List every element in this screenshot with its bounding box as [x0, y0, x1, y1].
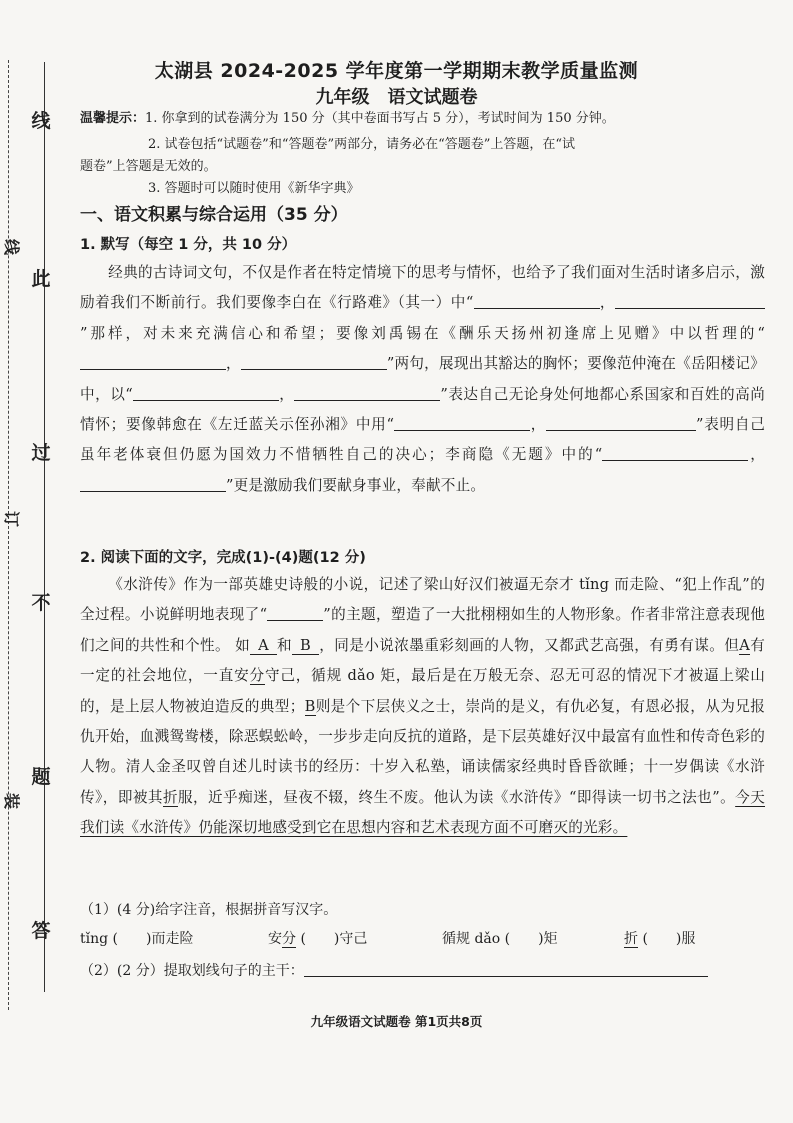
margin-char-bu: 不: [31, 592, 51, 614]
margin-char-ti: 题: [31, 766, 51, 788]
q1-text-8: ，: [530, 416, 547, 434]
margin-char-da: 答: [31, 920, 51, 942]
q2-title: 2. 阅读下面的文字，完成(1)-(4)题(12 分): [80, 550, 366, 566]
exam-title: 太湖县 2024-2025 学年度第一学期期末教学质量监测: [154, 60, 639, 82]
margin-outer-ding: 订: [2, 510, 21, 527]
q1-text-11: ”更是激励我们要献身事业，奉献不止。: [226, 476, 486, 494]
trunk-answer-line[interactable]: [304, 962, 708, 977]
answer-blank[interactable]: [133, 382, 279, 401]
pinyin-item-2c: ( )守己: [296, 931, 368, 947]
q2-paragraph: [80, 570, 765, 844]
q2-text-8: 服，近乎痴迷，昼夜不辍，终生不废。他认为读《水浒传》“即得读一切书之法也”。: [177, 788, 736, 806]
binding-dashed-line: [8, 60, 9, 1010]
answer-blank[interactable]: [474, 290, 600, 309]
underlined-sentence: 今天我们读《水浒传》仍能深切地感受到它在思想内容和艺术表现方面不可磨灭的光彩。: [80, 788, 766, 837]
notice-line-3: 题卷”上答题是无效的。: [80, 159, 217, 174]
theme-blank[interactable]: [267, 602, 323, 621]
answer-blank[interactable]: [546, 412, 696, 431]
pinyin-item-2a: 安: [268, 931, 282, 947]
q2-text-3: 和: [276, 636, 293, 654]
notice-line-1: [80, 108, 760, 130]
q1-text-9: ”表明自己虽年老体衰但仍愿为国效力不惜牺牲自己的决心；李商隐《无题》中的“: [80, 416, 765, 464]
q2-text-1: 《水浒传》作为一部英雄史诗般的小说，记述了梁山好汉们被逼无奈才 tǐng 而走险、“犯上作乱”的全过程。小说鲜明地表现了“: [80, 576, 765, 624]
margin-char-guo: 过: [31, 442, 51, 464]
pinyin-item-4a: 折: [624, 931, 638, 947]
q1-text-5: ”两句，展现出其豁达的胸怀；要像范仲淹在《岳阳楼记》中，以“: [80, 355, 766, 403]
blank-b: B: [292, 637, 319, 655]
answer-blank[interactable]: [80, 351, 226, 370]
char-fen: 分: [249, 667, 265, 685]
q2-sub2: [80, 960, 708, 980]
pinyin-item-2b: 分: [282, 931, 296, 947]
pinyin-item-4b: ( )服: [638, 931, 696, 947]
page-footer: 九年级语文试题卷 第1页共8页: [310, 1014, 483, 1029]
notice-label: 温馨提示：: [80, 111, 146, 126]
q2-text-4: ，同是小说浓墨重彩刻画的人物，又都武艺高强，有勇有谋。但: [318, 636, 740, 654]
answer-blank[interactable]: [394, 412, 530, 431]
blank-a-ref: A: [739, 636, 750, 654]
q1-text-3: ”那样，对未来充满信心和希望；要像刘禹锡在《酬乐天扬州初逢席上见赠》中以哲理的“: [80, 324, 765, 342]
blank-a: A: [250, 637, 277, 655]
answer-blank[interactable]: [615, 290, 765, 309]
margin-char-ci: 此: [31, 268, 51, 290]
notice-item-1: 1. 你拿到的试卷满分为 150 分（其中卷面书写占 5 分），考试时间为 150 分钟。: [145, 111, 615, 126]
pinyin-item-1: tǐng ( )而走险: [80, 931, 194, 947]
q2-sub2-label: （2）(2 分）提取划线句子的主干：: [80, 963, 304, 979]
pinyin-item-2: [268, 928, 367, 948]
q1-text-2: ，: [599, 294, 615, 312]
exam-subtitle: 九年级 语文试题卷: [315, 87, 478, 108]
q1-text-1: 经典的古诗词文句，不仅是作者在特定情境下的思考与情怀，也给予了我们面对生活时诸多启示，激励着我们不断前行。我们要像李白在《行路难》（其一）中“: [80, 264, 765, 312]
q1-text-10: ，: [748, 446, 765, 464]
margin-outer-xian: 线: [2, 238, 21, 255]
q2-sub1: （1）(4 分)给字注音，根据拼音写汉字。: [80, 902, 338, 918]
q2-text-7: 则是个下层侠义之士，崇尚的是义，有仇必复，有恩必报，从为兄报仇开始，血溅鸳鸯楼，除恶蜈蚣岭，一步步走向反抗的道路，是下层英雄好汉中最富有血性和传奇色彩的人物。清人金圣叹曾自述儿时读书的经历：十岁入私塾，诵读儒家经典时昏昏欲睡；十一岁偶读《水浒传》，即被其: [80, 697, 765, 806]
answer-blank[interactable]: [80, 473, 226, 492]
q2-text-2: ”的主题，塑造了一大批栩栩如生的人物形象。作者非常注意表现他们之间的共性和个性。 如: [80, 606, 766, 654]
section-title: 一、语文积累与综合运用（35 分）: [80, 205, 348, 225]
answer-blank[interactable]: [241, 351, 387, 370]
q1-title: 1. 默写（每空 1 分，共 10 分）: [80, 237, 297, 253]
pinyin-item-4: [624, 928, 695, 948]
notice-line-4: 3. 答题时可以随时使用《新华字典》: [148, 181, 360, 196]
binding-solid-line: [44, 62, 45, 992]
q1-text-4: ，: [226, 355, 241, 373]
q1-text-6: ，: [278, 385, 295, 403]
q2-text-6: 守己，循规 dǎo 矩，最后是在万般无奈、忍无可忍的情况下才被逼上梁山的，是上层人物被迫造反的典型；: [80, 667, 766, 715]
q2-text-5: 有一定的社会地位，一直安: [80, 636, 766, 685]
q1-text-7: ”表达自己无论身处何地都心系国家和百姓的高尚情怀；要像韩愈在《左迁蓝关示侄孙湘》中用“: [80, 385, 766, 434]
q1-paragraph: [80, 258, 765, 501]
margin-char-xian: 线: [31, 110, 51, 132]
answer-blank[interactable]: [294, 382, 440, 401]
pinyin-item-3: 循规 dǎo ( )矩: [442, 931, 558, 947]
margin-outer-zhuang: 装: [2, 792, 21, 809]
notice-line-2: 2. 试卷包括“试题卷”和“答题卷”两部分，请务必在“答题卷”上答题，在“试: [148, 137, 576, 152]
blank-b-ref: B: [304, 697, 316, 715]
char-zhe: 折: [162, 788, 178, 806]
answer-blank[interactable]: [602, 442, 748, 461]
